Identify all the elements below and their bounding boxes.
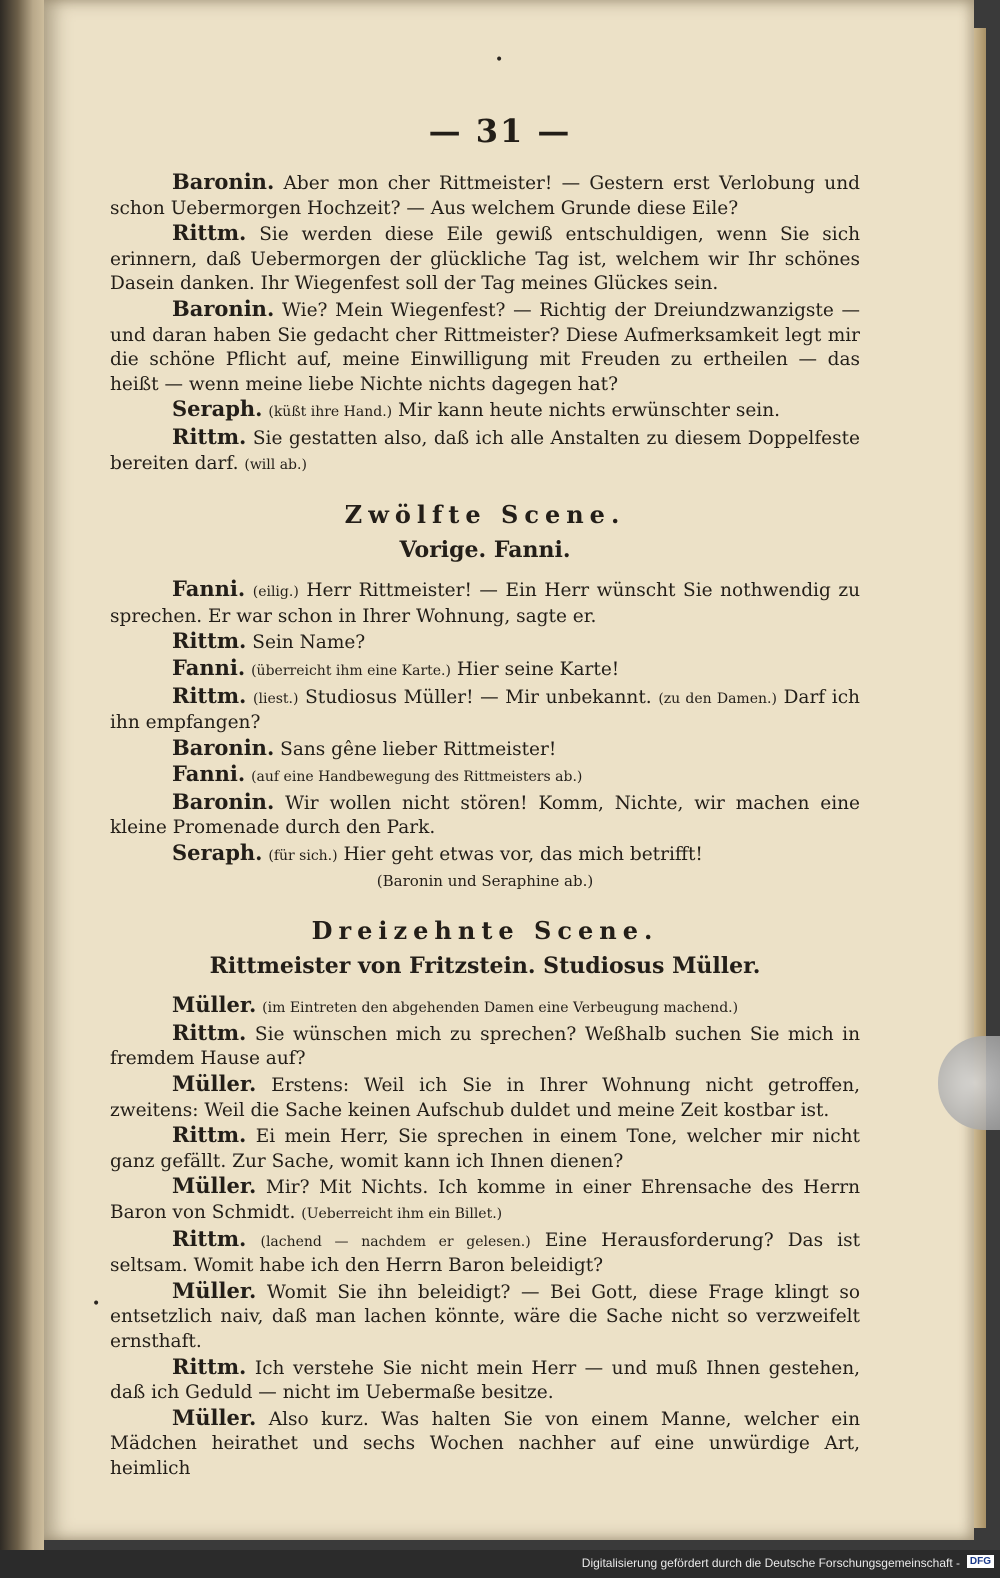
footer-bar — [0, 1550, 1000, 1578]
dialogue-line — [110, 790, 860, 841]
line-text: Studiosus Müller! — Mir unbekannt. — [305, 686, 652, 708]
speaker-name: Rittm. — [172, 682, 247, 708]
dialogue-line — [110, 170, 860, 221]
ink-dot: • — [495, 52, 504, 68]
stage-direction: (für sich.) — [268, 848, 338, 865]
line-text: Eine Herausforderung? Das ist seltsam. Womit habe ich den Herrn Baron beleidigt? — [110, 1229, 861, 1277]
dialogue-line — [110, 1123, 860, 1174]
speaker-name: Baronin. — [172, 295, 275, 321]
dialogue-line — [110, 1355, 860, 1406]
speaker-name: Müller. — [172, 992, 257, 1018]
line-text: Wir wollen nicht stören! Komm, Nichte, wir machen eine kleine Promenade durch den Park. — [110, 792, 860, 839]
ink-dot-margin: • — [92, 1296, 101, 1312]
dialogue-line — [110, 684, 860, 736]
dialogue-line — [110, 1279, 860, 1355]
scene-cast: Vorige. Fanni. — [399, 537, 571, 564]
line-text: Sans gêne lieber Rittmeister! — [280, 738, 557, 760]
line-text: Hier seine Karte! — [456, 658, 620, 680]
speaker-name: Rittm. — [172, 220, 247, 246]
speaker-name: Rittm. — [172, 423, 247, 449]
dialogue-line — [110, 221, 860, 297]
speaker-name: Baronin. — [172, 788, 275, 814]
scene-heading: Zwölfte Scene. — [344, 500, 626, 530]
dialogue-line — [110, 1021, 860, 1072]
funding-notice: Digitalisierung gefördert durch die Deutsche Forschungsgemeinschaft - — [581, 1556, 960, 1570]
dialogue-line — [110, 577, 860, 629]
dialogue-line — [110, 762, 860, 790]
speaker-name: Rittm. — [172, 1353, 247, 1379]
dialogue-line — [110, 629, 860, 656]
dialogue-line — [110, 1227, 860, 1279]
line-text: Erstens: Weil ich Sie in Ihrer Wohnung nicht getroffen, zweitens: Weil die Sache keinen Aufschub duldet und meine Zeit kostbar ist. — [110, 1075, 860, 1121]
speaker-name: Baronin. — [172, 169, 275, 194]
stage-direction: (im Eintreten den abgehenden Damen eine Verbeugung machend.) — [262, 1000, 739, 1017]
line-text: Wie? Mein Wiegenfest? — Richtig der Dreiundzwanzigste — und daran haben Sie gedacht cher Rittmeister? Diese Aufmerksamkeit legt mir die schöne Pflicht auf, meine Einwilligung mit Freuden zu ertheilen — das heißt — wenn meine liebe Nichte nichts dagegen hat? — [110, 299, 860, 395]
stage-direction: (überreicht ihm eine Karte.) — [251, 662, 451, 679]
speaker-name: Fanni. — [172, 761, 246, 787]
stage-direction: (lachend — nachdem er gelesen.) — [260, 1233, 531, 1250]
dialogue-line — [110, 1406, 860, 1482]
dialogue-line — [110, 736, 860, 763]
stage-direction: (eilig.) — [252, 584, 299, 601]
speaker-name: Seraph. — [172, 840, 263, 866]
line-text: Sein Name? — [252, 632, 366, 654]
exit-direction: (Baronin und Seraphine ab.) — [376, 871, 594, 890]
line-text: Aber mon cher Rittmeister! — Gestern erst Verlobung und schon Uebermorgen Hochzeit? — Aus welchem Grunde diese Eile? — [110, 173, 860, 219]
line-text: Also kurz. Was halten Sie von einem Manne, welcher ein Mädchen heirathet und sechs Wochen nachher auf eine unwürdige Art, heimlich — [110, 1408, 860, 1479]
speaker-name: Rittm. — [172, 628, 247, 654]
line-text: Ei mein Herr, Sie sprechen in einem Tone, welcher mir nicht ganz gefällt. Zur Sache, womit kann ich Ihnen dienen? — [110, 1126, 860, 1172]
speaker-name: Seraph. — [172, 396, 263, 422]
stage-direction: (zu den Damen.) — [658, 690, 777, 707]
stage-direction: (Ueberreicht ihm ein Billet.) — [301, 1206, 503, 1222]
line-text: Mir? Mit Nichts. Ich komme in einer Ehrensache des Herrn Baron von Schmidt. — [110, 1177, 860, 1223]
dialogue-line — [110, 425, 860, 477]
line-text: Ich verstehe Sie nicht mein Herr — und muß Ihnen gestehen, daß ich Geduld — nicht im Uebermaße besitze. — [110, 1357, 860, 1404]
speaker-name: Rittm. — [172, 1225, 247, 1251]
speaker-name: Müller. — [172, 1404, 257, 1430]
scene-heading: Dreizehnte Scene. — [311, 916, 659, 946]
stage-direction: (will ab.) — [244, 456, 307, 473]
dialogue-line — [110, 397, 860, 425]
speaker-name: Fanni. — [172, 576, 246, 602]
dialogue-line — [110, 1072, 860, 1123]
dialogue-line — [110, 841, 860, 869]
speaker-name: Rittm. — [172, 1122, 247, 1148]
line-text: Womit Sie ihn beleidigt? — Bei Gott, diese Frage klingt so entsetzlich naiv, daß man lachen könnte, wäre die Sache nicht so verzweifelt ernsthaft. — [110, 1281, 860, 1352]
speaker-name: Müller. — [172, 1071, 257, 1097]
speaker-name: Müller. — [172, 1277, 257, 1303]
line-text: Sie wünschen mich zu sprechen? Weßhalb suchen Sie mich in fremdem Hause auf? — [110, 1023, 860, 1070]
line-text: Herr Rittmeister! — Ein Herr wünscht Sie nothwendig zu sprechen. Er war schon in Ihrer Wohnung, sagte er. — [110, 580, 860, 627]
dfg-logo: DFG — [967, 1555, 994, 1568]
dialogue-line — [110, 297, 860, 397]
page-number: — 31 — — [428, 112, 572, 150]
book-spine — [0, 0, 44, 1578]
line-text: Darf ich ihn empfangen? — [110, 686, 860, 734]
stage-direction: (liest.) — [253, 690, 299, 707]
speaker-name: Rittm. — [172, 1019, 247, 1045]
stage-direction: (auf eine Handbewegung des Rittmeisters ab.) — [251, 769, 583, 786]
page-edge — [974, 28, 986, 1528]
scene-cast: Rittmeister von Fritzstein. Studiosus Müller. — [209, 953, 761, 980]
line-text: Hier geht etwas vor, das mich betrifft! — [343, 844, 703, 866]
speaker-name: Baronin. — [172, 734, 275, 760]
line-text: Sie werden diese Eile gewiß entschuldigen, wenn Sie sich erinnern, daß Uebermorgen der glückliche Tag ist, welchem wir Ihr schönes Dasein danken. Ihr Wiegenfest soll der Tag meines Glückes sein. — [110, 224, 860, 295]
speaker-name: Müller. — [172, 1173, 257, 1199]
dialogue-line — [110, 656, 860, 684]
page-text — [110, 170, 860, 1482]
dialogue-line — [110, 993, 860, 1021]
line-text: Mir kann heute nichts erwünschter sein. — [398, 400, 780, 422]
line-text: Sie gestatten also, daß ich alle Anstalten zu diesem Doppelfeste bereiten darf. — [110, 427, 860, 474]
dialogue-line — [110, 1174, 860, 1226]
speaker-name: Fanni. — [172, 654, 246, 680]
stage-direction: (küßt ihre Hand.) — [268, 404, 393, 421]
